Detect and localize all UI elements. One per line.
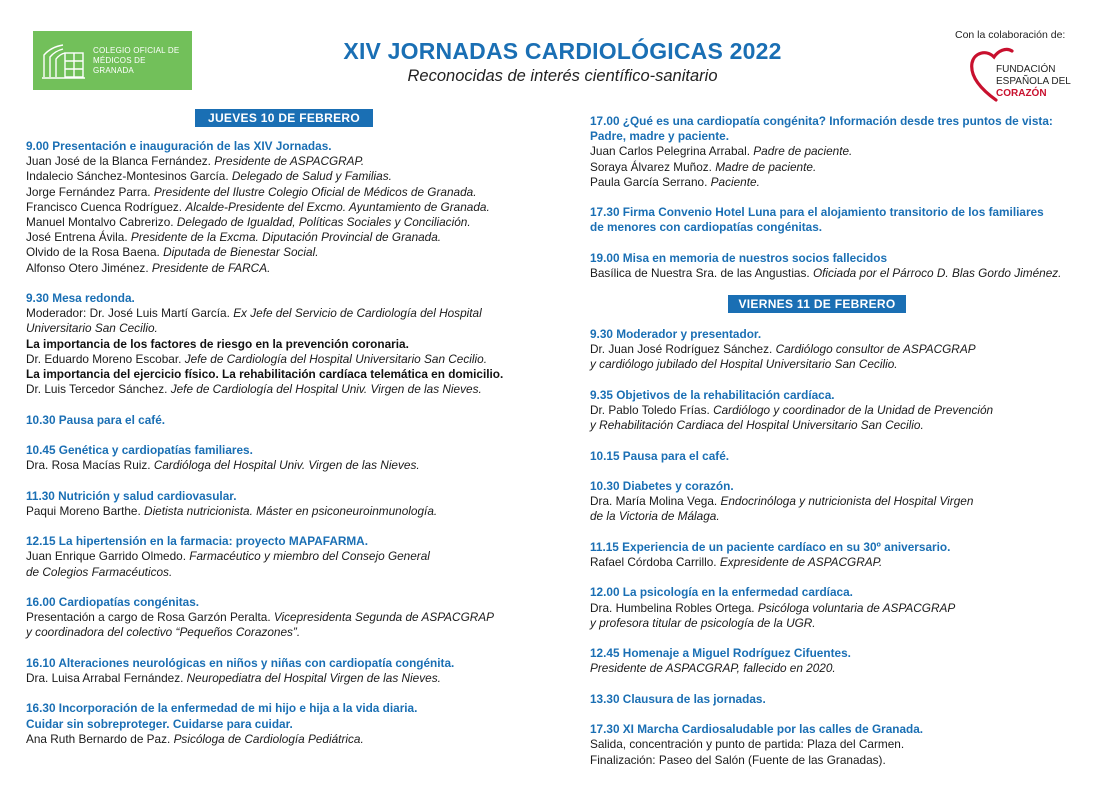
colegio-medicos-logo — [33, 31, 192, 90]
page-title: XIV JORNADAS CARDIOLÓGICAS 2022 — [343, 38, 782, 64]
speaker-name: Soraya Álvarez Muñoz. — [590, 159, 716, 174]
speaker-role: Presidente de la Excma. Diputación Provincial de Granada. — [130, 230, 442, 245]
agenda-item-heading: 13.30 Clausura de las jornadas. — [590, 691, 766, 706]
agenda-item-heading: 12.00 La psicología en la enfermedad cardíaca. — [590, 585, 853, 600]
speaker-role: Cardióloga del Hospital Univ. Virgen de las Nieves. — [153, 458, 420, 473]
agenda-item — [590, 585, 1110, 631]
agenda-item-heading: 17.30 Firma Convenio Hotel Luna para el alojamiento transitorio de los familiares — [590, 205, 1044, 220]
agenda-item-heading: 9.35 Objetivos de la rehabilitación cardíaca. — [590, 387, 835, 402]
speaker-name: Francisco Cuenca Rodríguez. — [26, 199, 186, 214]
speaker-line — [26, 185, 566, 200]
agenda-item-heading: 17.00 ¿Qué es una cardiopatía congénita? Información desde tres puntos de vista: — [590, 114, 1053, 128]
speaker-line — [590, 509, 1110, 524]
speaker-name: Dra. Humbelina Robles Ortega. — [590, 600, 758, 615]
agenda-item — [590, 449, 1110, 464]
speaker-line — [26, 625, 566, 640]
fundacion-corazon-logo — [968, 45, 1073, 103]
speaker-role: Expresidente de ASPACGRAP. — [719, 554, 883, 569]
agenda-item — [26, 701, 566, 747]
speaker-line — [590, 342, 1110, 357]
speaker-line — [590, 737, 1110, 752]
speaker-name: Juan Enrique Garrido Olmedo. — [26, 549, 190, 564]
speaker-line — [26, 306, 566, 321]
speaker-line — [590, 601, 1110, 616]
speaker-role: Diputada de Bienestar Social. — [163, 245, 319, 260]
org-line-2: ESPAÑOLA DEL — [996, 76, 1071, 87]
agenda-item — [590, 388, 1110, 434]
thursday-evening-column — [590, 114, 1110, 296]
speaker-role: Madre de paciente. — [715, 159, 817, 174]
speaker-line — [26, 610, 566, 625]
speaker-line — [26, 549, 566, 564]
speaker-line — [26, 200, 566, 215]
agenda-item-heading: 16.00 Cardiopatías congénitas. — [26, 595, 200, 609]
speaker-role: Delegado de Igualdad, Políticas Sociales y Conciliación. — [176, 215, 471, 230]
logo-line-1: COLEGIO OFICIAL DE — [93, 45, 180, 55]
org-line-3: CORAZÓN — [996, 88, 1047, 99]
agenda-item — [590, 692, 1110, 707]
speaker-name: Presentación a cargo de Rosa Garzón Peralta. — [26, 610, 274, 625]
agenda-item — [590, 251, 1110, 281]
speaker-name: Dr. Pablo Toledo Frías. — [590, 403, 714, 417]
speaker-role: Jefe de Cardiología del Hospital Univ. Virgen de las Nieves. — [170, 382, 482, 397]
talk-title: La importancia de los factores de riesgo en la prevención coronaria. — [26, 336, 409, 351]
building-icon — [41, 41, 87, 81]
speaker-line — [26, 154, 566, 169]
day-header-thursday: JUEVES 10 DE FEBRERO — [195, 109, 373, 127]
speaker-name: Dr. Juan José Rodríguez Sánchez. — [590, 342, 776, 357]
speaker-role: Delegado de Salud y Familias. — [231, 169, 392, 184]
agenda-item-heading: 9.00 Presentación e inauguración de las XIV Jornadas. — [26, 139, 332, 153]
speaker-line — [590, 616, 1110, 631]
speaker-name: Moderador: Dr. José Luis Martí García. — [26, 306, 234, 321]
speaker-role: Ex Jefe del Servicio de Cardiología del Hospital — [233, 306, 482, 321]
speaker-line — [26, 169, 566, 184]
speaker-line — [590, 160, 1110, 175]
speaker-name: Alfonso Otero Jiménez. — [26, 260, 152, 275]
speaker-role: de Colegios Farmacéuticos. — [26, 564, 173, 579]
agenda-item — [590, 646, 1110, 676]
speaker-role: y coordinadora del colectivo “Pequeños Corazones”. — [26, 625, 301, 640]
speaker-name: Indalecio Sánchez-Montesinos García. — [26, 169, 232, 184]
speaker-role: Cardiólogo consultor de ASPACGRAP — [775, 342, 976, 357]
speaker-line — [26, 245, 566, 260]
speaker-line — [26, 565, 566, 580]
agenda-item-heading: 16.30 Incorporación de la enfermedad de mi hijo e hija a la vida diaria. — [26, 701, 418, 716]
agenda-item — [26, 534, 566, 580]
speaker-line — [26, 458, 566, 473]
speaker-name: Finalización: Paseo del Salón (Fuente de las Granadas). — [590, 752, 886, 767]
agenda-item-heading: 10.45 Genética y cardiopatías familiares. — [26, 443, 253, 458]
speaker-role: Farmacéutico y miembro del Consejo General — [189, 549, 430, 564]
thursday-morning-column — [26, 139, 566, 762]
speaker-name: Paqui Moreno Barthe. — [26, 503, 145, 518]
speaker-line — [26, 230, 566, 245]
speaker-name: Ana Ruth Bernardo de Paz. — [26, 731, 174, 746]
speaker-name: Jorge Fernández Parra. — [26, 184, 154, 199]
speaker-role: Cardiólogo y coordinador de la Unidad de Prevención — [713, 403, 994, 417]
speaker-role: de la Victoria de Málaga. — [590, 509, 720, 524]
agenda-item-heading: 10.30 Diabetes y corazón. — [590, 478, 734, 493]
agenda-item — [26, 139, 566, 276]
org-line-1: FUNDACIÓN — [996, 64, 1056, 75]
speaker-name: Manuel Montalvo Cabrerizo. — [26, 215, 177, 230]
speaker-role: Endocrinóloga y nutricionista del Hospital Virgen — [720, 494, 974, 509]
speaker-role: Padre de paciente. — [753, 144, 853, 159]
speaker-line — [26, 321, 566, 336]
speaker-line — [590, 418, 1110, 433]
speaker-role: y profesora titular de psicología de la UGR. — [590, 615, 816, 630]
speaker-name: Salida, concentración y punto de partida: Plaza del Carmen. — [590, 737, 905, 752]
agenda-item-heading: de menores con cardiopatías congénitas. — [590, 220, 823, 235]
speaker-role: Presidente de ASPACGRAP. — [214, 154, 365, 169]
speaker-line — [26, 504, 566, 519]
agenda-item — [590, 722, 1110, 768]
day-header-friday: VIERNES 11 DE FEBRERO — [728, 295, 906, 313]
agenda-item-heading: 16.10 Alteraciones neurológicas en niños y niñas con cardiopatía congénita. — [26, 655, 455, 670]
speaker-role: Vicepresidenta Segunda de ASPACGRAP — [273, 610, 495, 625]
agenda-item — [590, 479, 1110, 525]
speaker-name: Rafael Córdoba Carrillo. — [590, 554, 720, 569]
agenda-item-heading: 9.30 Mesa redonda. — [26, 291, 135, 306]
speaker-line — [590, 555, 1110, 570]
speaker-line — [590, 753, 1110, 768]
agenda-item-heading: 11.30 Nutrición y salud cardiovasular. — [26, 488, 237, 503]
agenda-item-heading: 11.15 Experiencia de un paciente cardíaco en su 30º aniversario. — [590, 539, 951, 554]
speaker-name: José Entrena Ávila. — [26, 230, 131, 245]
speaker-line — [590, 494, 1110, 509]
agenda-item-heading: 10.15 Pausa para el café. — [590, 448, 730, 463]
agenda-item — [26, 489, 566, 519]
speaker-role: Dietista nutricionista. Máster en psiconeuroinmunología. — [144, 503, 438, 518]
speaker-role: y cardiólogo jubilado del Hospital Universitario San Cecilio. — [590, 357, 898, 372]
agenda-item-heading: 17.30 XI Marcha Cardiosaludable por las calles de Granada. — [590, 722, 924, 737]
agenda-item-heading: 12.45 Homenaje a Miguel Rodríguez Cifuentes. — [590, 646, 851, 661]
speaker-name: Dra. Rosa Macías Ruiz. — [26, 458, 154, 473]
agenda-item — [26, 291, 566, 397]
speaker-role: Presidente del Ilustre Colegio Oficial de Médicos de Granada. — [153, 184, 477, 199]
speaker-name: Dr. Eduardo Moreno Escobar. — [26, 351, 185, 366]
speaker-name: Olvido de la Rosa Baena. — [26, 245, 164, 260]
speaker-line — [26, 382, 566, 397]
speaker-role: Neuropediatra del Hospital Virgen de las Nieves. — [186, 671, 441, 685]
speaker-line — [26, 352, 566, 367]
agenda-item — [26, 595, 566, 641]
speaker-line — [590, 661, 1110, 676]
agenda-item — [590, 114, 1110, 190]
speaker-role: Presidente de FARCA. — [151, 260, 271, 275]
agenda-item — [590, 327, 1110, 373]
speaker-name: Juan José de la Blanca Fernández. — [26, 154, 215, 169]
speaker-name: Paula García Serrano. — [590, 174, 711, 189]
agenda-item-heading: 12.15 La hipertensión en la farmacia: proyecto MAPAFARMA. — [26, 534, 368, 549]
speaker-line — [590, 403, 1110, 418]
friday-column — [590, 327, 1110, 783]
agenda-item — [590, 540, 1110, 570]
speaker-role: Jefe de Cardiología del Hospital Universitario San Cecilio. — [184, 351, 487, 366]
speaker-name: Dra. Luisa Arrabal Fernández. — [26, 671, 187, 685]
agenda-item-heading: Padre, madre y paciente. — [590, 129, 730, 144]
speaker-role: Psicóloga voluntaria de ASPACGRAP — [757, 600, 956, 615]
page-subtitle: Reconocidas de interés científico-sanitario — [407, 67, 718, 85]
agenda-item — [26, 656, 566, 686]
speaker-line — [590, 266, 1110, 281]
agenda-item-heading: 9.30 Moderador y presentador. — [590, 327, 762, 341]
speaker-name: Dra. María Molina Vega. — [590, 494, 721, 509]
speaker-role: Paciente. — [710, 174, 760, 189]
agenda-item-heading: Cuidar sin sobreproteger. Cuidarse para cuidar. — [26, 716, 293, 731]
speaker-line — [26, 732, 566, 747]
speaker-role: y Rehabilitación Cardiaca del Hospital Universitario San Cecilio. — [590, 418, 924, 433]
logo-line-2: MÉDICOS DE GRANADA — [93, 55, 146, 75]
agenda-item — [26, 413, 566, 428]
speaker-role: Presidente de ASPACGRAP, fallecido en 2020. — [590, 661, 836, 676]
speaker-line — [26, 261, 566, 276]
agenda-item — [590, 205, 1110, 235]
speaker-line — [590, 357, 1110, 372]
speaker-name: Dr. Luis Tercedor Sánchez. — [26, 382, 171, 397]
speaker-role: Alcalde-Presidente del Excmo. Ayuntamiento de Granada. — [185, 199, 490, 214]
speaker-line — [590, 144, 1110, 159]
agenda-item — [26, 443, 566, 473]
speaker-line — [26, 215, 566, 230]
speaker-line — [26, 671, 566, 686]
agenda-item-heading: 10.30 Pausa para el café. — [26, 412, 166, 427]
agenda-item-heading: 19.00 Misa en memoria de nuestros socios fallecidos — [590, 250, 888, 265]
collaboration-label: Con la colaboración de: — [955, 29, 1066, 41]
speaker-name: Basílica de Nuestra Sra. de las Angustias. — [590, 266, 813, 280]
speaker-role: Universitario San Cecilio. — [26, 321, 158, 336]
talk-title: La importancia del ejercicio físico. La rehabilitación cardíaca telemática en domicilio. — [26, 367, 504, 382]
speaker-role: Psicóloga de Cardiología Pediátrica. — [173, 731, 364, 746]
speaker-name: Juan Carlos Pelegrina Arrabal. — [590, 144, 754, 159]
speaker-role: Oficiada por el Párroco D. Blas Gordo Jiménez. — [812, 266, 1062, 280]
speaker-line — [590, 175, 1110, 190]
